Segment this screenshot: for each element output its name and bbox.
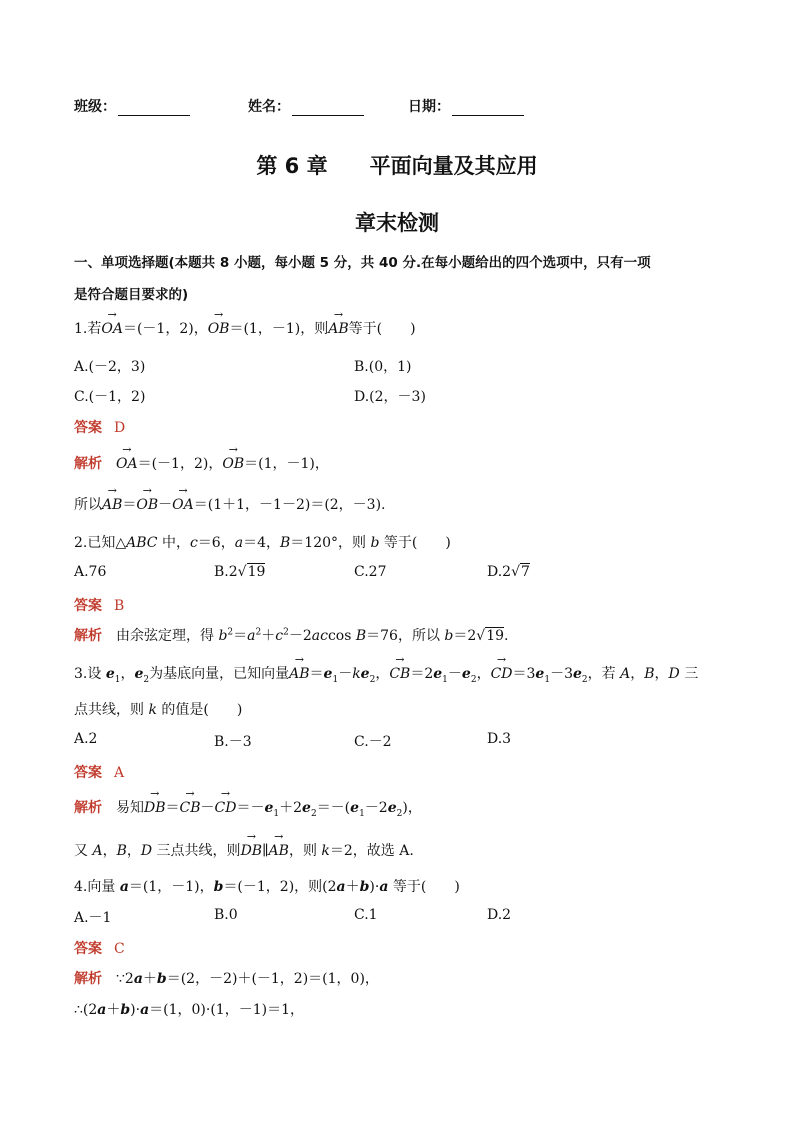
q3-analysis-1: 解析 易知→ $DB=\to CB-\to CD=-e_1+2e_2=-(e_1-2e_2)$， xyxy=(74,797,422,819)
q3-answer: 答案 A xyxy=(74,765,125,781)
date-blank xyxy=(452,101,524,116)
q1-analysis-2: 所以→ AB＝→ OB－→ OA＝(1＋1，－1－2)＝(2，－3). xyxy=(74,494,386,514)
name-label: 姓名： xyxy=(248,99,290,115)
name-blank xyxy=(292,101,364,116)
question-3-line1: 3.设 $e_1$，$e_2$为基底向量，已知向量→ $AB=e_1-ke_2$，→ $CB=2e_1-e_2$，→ $CD=3e_1-3e_2$，若 A，B，D 三 xyxy=(74,663,698,685)
q3-option-b: B.－3 xyxy=(214,734,252,750)
name-field xyxy=(248,96,364,116)
q4-option-a: A.－1 xyxy=(74,910,112,926)
q4-answer: 答案 C xyxy=(74,941,125,957)
q1-answer: 答案 D xyxy=(74,420,126,436)
q3-option-d: D.3 xyxy=(487,731,512,747)
q2-option-a: A.76 xyxy=(74,564,107,580)
section-heading-line1: 一、单项选择题(本题共 8 小题，每小题 5 分，共 40 分.在每小题给出的四个选项中，只有一项 xyxy=(74,255,651,271)
q4-option-d: D.2 xyxy=(487,907,512,923)
class-field xyxy=(74,96,190,116)
q2-answer: 答案 B xyxy=(74,598,125,614)
section-heading-line2: 是符合题目要求的) xyxy=(74,287,189,303)
q2-analysis: 解析 由余弦定理，得 $b^2=a^2+c^2-2accos$ B＝76，所以 b＝2√19. xyxy=(74,627,509,644)
q1-option-a: A.(－2，3) xyxy=(74,359,146,375)
q3-analysis-2: 又 A，B，D 三点共线，则→ DB∥→ AB，则 k＝2，故选 A. xyxy=(74,840,414,860)
q3-option-c: C.－2 xyxy=(354,734,392,750)
question-4: 4.向量 a＝(1，－1)，b＝(－1，2)，则(2a＋b)·a 等于( ) xyxy=(74,879,460,895)
section-title: 章末检测 xyxy=(355,211,439,235)
question-1: 1.若→ OA＝(－1，2)，→ OB＝(1，－1)，则→ AB等于( ) xyxy=(74,318,416,338)
q4-option-b: B.0 xyxy=(214,907,238,923)
q1-option-c: C.(－1，2) xyxy=(74,389,146,405)
q1-option-b: B.(0，1) xyxy=(354,359,412,375)
q1-option-d: D.(2，－3) xyxy=(354,389,426,405)
question-3-line2: 点共线，则 k 的值是( ) xyxy=(74,702,243,718)
q3-option-a: A.2 xyxy=(74,731,98,747)
q2-option-b: B.2√19 xyxy=(214,564,266,580)
q2-option-d: D.2√7 xyxy=(487,564,530,580)
chapter-title: 第 6 章 平面向量及其应用 xyxy=(256,154,538,178)
question-2: 2.已知△ABC 中，c＝6，a＝4，B＝120°，则 b 等于( ) xyxy=(74,535,451,551)
date-field xyxy=(408,96,524,116)
date-label: 日期： xyxy=(408,99,450,115)
q4-analysis-1: 解析 ∵2a＋b＝(2，－2)＋(－1，2)＝(1，0)， xyxy=(74,971,379,987)
q4-analysis-2: ∴(2a＋b)·a＝(1，0)·(1，－1)＝1， xyxy=(74,1002,304,1018)
q2-option-c: C.27 xyxy=(354,564,387,580)
class-label: 班级： xyxy=(74,99,116,115)
q4-option-c: C.1 xyxy=(354,907,378,923)
q1-analysis-1: 解析→ OA＝(－1，2)，→ OB＝(1，－1)， xyxy=(74,453,329,473)
class-blank xyxy=(118,101,190,116)
